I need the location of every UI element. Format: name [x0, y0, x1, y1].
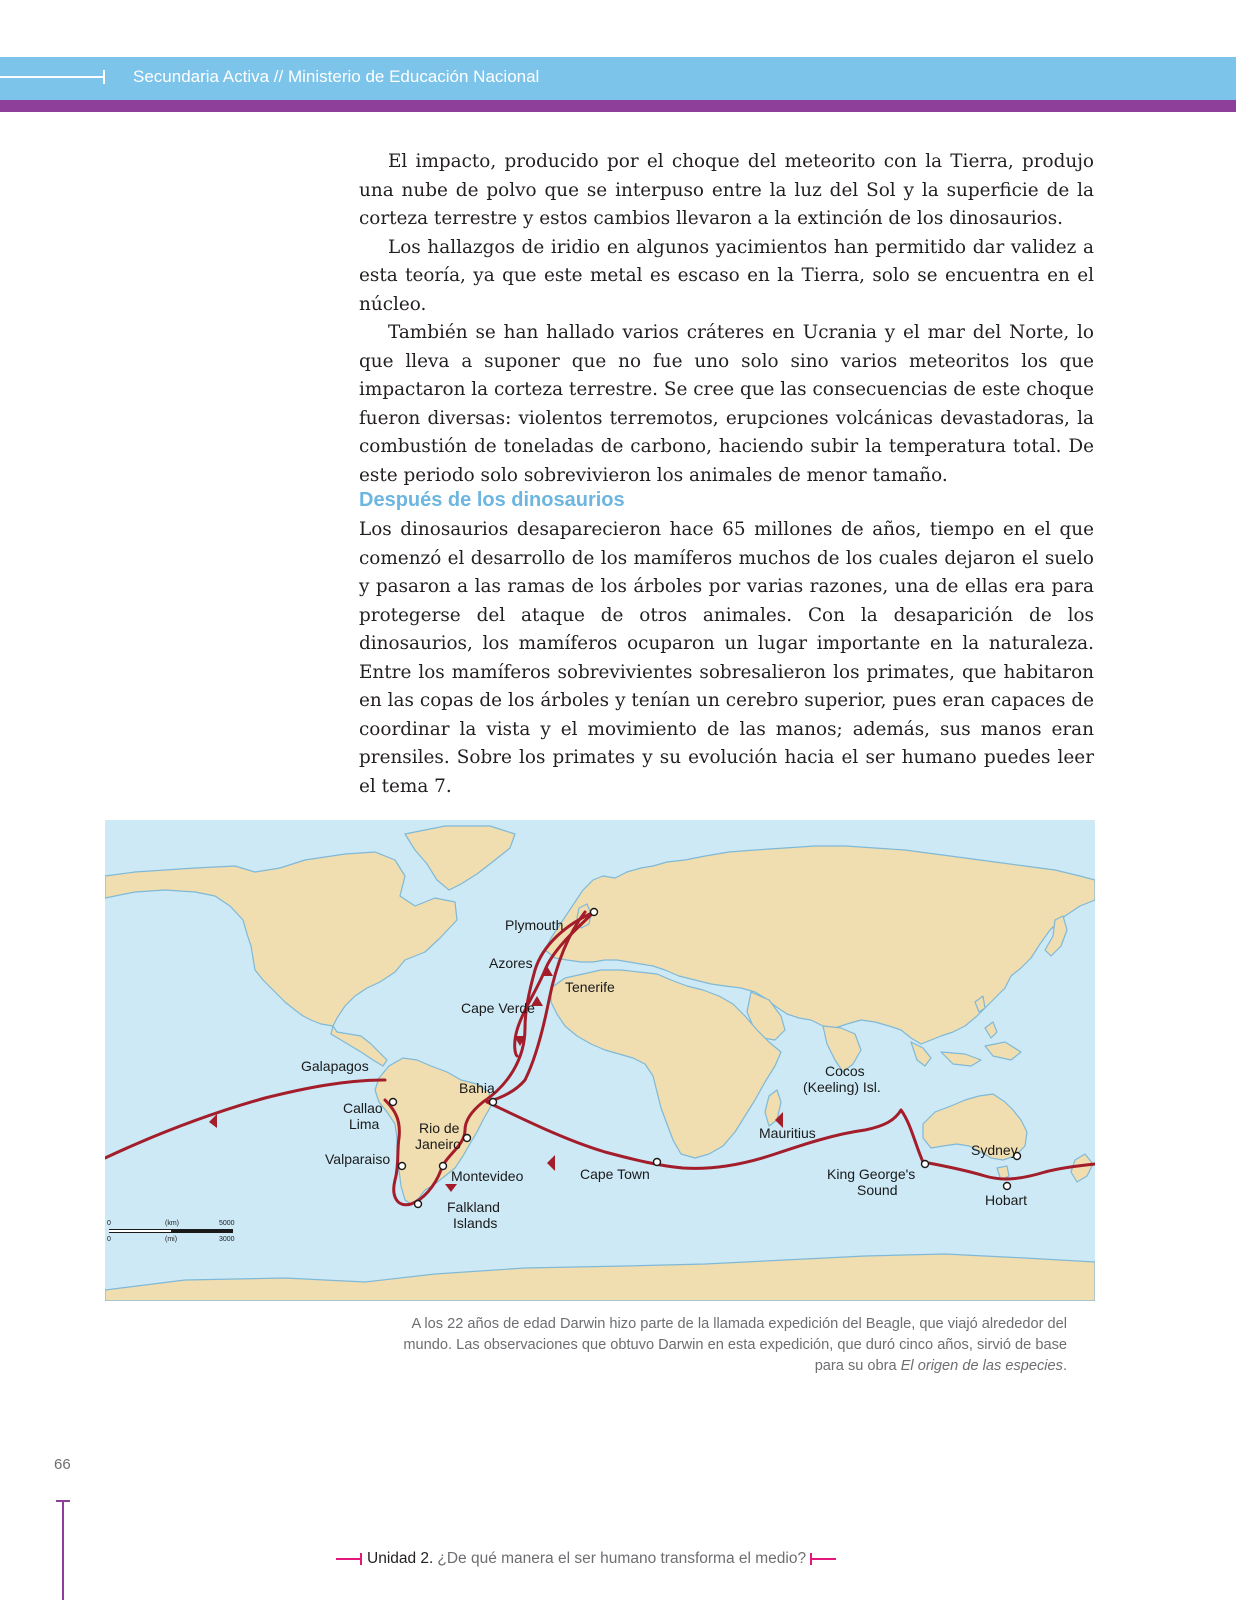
port-marker-valparaiso — [399, 1163, 406, 1170]
section-heading: Después de los dinosaurios — [359, 489, 625, 511]
port-marker-plymouth — [591, 909, 598, 916]
port-marker-callao — [390, 1099, 397, 1106]
scale-bar-segment — [109, 1230, 171, 1232]
label-cape-verde: Cape Verde — [461, 1000, 535, 1016]
label-king-george-line2: Sound — [857, 1182, 898, 1198]
port-marker-king-george — [922, 1161, 929, 1168]
label-sydney: Sydney — [971, 1142, 1018, 1158]
label-cocos-line1: Cocos — [825, 1063, 865, 1079]
label-falkland-line1: Falkland — [447, 1199, 500, 1215]
label-king-george-line1: King George's — [827, 1166, 916, 1182]
caption-text: A los 22 años de edad Darwin hizo parte de la llamada expedición del Beagle, que viajó alrededor del mundo. Las observaciones que obtuvo Darwin en esta expedición, que duró cinco años, sirvió de base para su obra — [403, 1316, 1067, 1374]
label-cocos-line2: (Keeling) Isl. — [803, 1079, 881, 1095]
label-rio-line2: Janeiro — [415, 1136, 461, 1152]
beagle-voyage-map — [105, 820, 1095, 1301]
label-montevideo: Montevideo — [451, 1168, 524, 1184]
port-marker-rio — [464, 1135, 471, 1142]
label-callao: Callao — [343, 1100, 383, 1116]
label-lima: Lima — [349, 1116, 380, 1132]
footer-dash-right — [810, 1558, 836, 1560]
intro-text — [359, 148, 1094, 490]
header-tick — [103, 70, 105, 84]
label-plymouth: Plymouth — [505, 917, 564, 933]
port-marker-cape-town — [654, 1159, 661, 1166]
intro-paragraph: Los hallazgos de iridio en algunos yacimientos han permitido dar validez a esta teoría, ya que este metal es escaso en la Tierra, solo se encuentra en el núcleo. — [359, 236, 1094, 315]
label-valparaiso: Valparaiso — [325, 1151, 391, 1167]
scale-km-unit: (km) — [165, 1220, 179, 1227]
footer — [336, 1550, 836, 1568]
side-tick — [56, 1500, 70, 1502]
scale-mi-unit: (mi) — [165, 1236, 178, 1243]
caption-end: . — [1062, 1358, 1067, 1374]
label-rio-line1: Rio de — [419, 1120, 460, 1136]
port-marker-hobart — [1004, 1183, 1011, 1190]
intro-paragraph: El impacto, producido por el choque del meteorito con la Tierra, produjo una nube de polvo que se interpuso entre la luz del Sol y la superficie de la corteza terrestre y estos cambios llevaron a la extinción de los dinosaurios. — [359, 151, 1094, 229]
scale-zero-km: 0 — [107, 1220, 111, 1227]
label-mauritius: Mauritius — [759, 1125, 816, 1141]
header-rule — [0, 100, 1236, 112]
footer-dash-left — [336, 1558, 362, 1560]
footer-unit: Unidad 2. — [367, 1550, 434, 1567]
header-title: Secundaria Activa // Ministerio de Educación Nacional — [133, 67, 540, 86]
label-tenerife: Tenerife — [565, 979, 615, 995]
label-azores: Azores — [489, 955, 533, 971]
page-number: 66 — [54, 1456, 71, 1473]
port-marker-falkland — [415, 1201, 422, 1208]
header-line — [0, 76, 104, 78]
scale-mi-max: 3000 — [219, 1236, 235, 1243]
label-bahia: Bahia — [459, 1080, 495, 1096]
footer-question: ¿De qué manera el ser humano transforma el medio? — [437, 1550, 807, 1567]
side-rule — [62, 1500, 64, 1600]
caption-book-title: El origen de las especies — [900, 1358, 1063, 1374]
label-hobart: Hobart — [985, 1192, 1028, 1208]
port-marker-montevideo — [440, 1163, 447, 1170]
map-caption — [380, 1314, 1067, 1377]
intro-paragraph: También se han hallado varios cráteres en Ucrania y el mar del Norte, lo que lleva a suponer que no fue uno solo sino varios meteoritos los que impactaron la corteza terrestre. Se cree que las consecuencias de este choque fueron diversas: violentos terremotos, erupciones volcánicas devastadoras, la combustión de toneladas de carbono, haciendo subir la temperatura total. De este periodo solo sobrevivieron los animales de menor tamaño. — [359, 322, 1094, 486]
scale-km-max: 5000 — [219, 1220, 235, 1227]
label-falkland-line2: Islands — [453, 1215, 498, 1231]
scale-zero-mi: 0 — [107, 1236, 111, 1243]
label-galapagos: Galapagos — [301, 1058, 369, 1074]
label-cape-town: Cape Town — [580, 1166, 650, 1182]
port-marker-bahia — [490, 1099, 497, 1106]
section-paragraph: Los dinosaurios desaparecieron hace 65 millones de años, tiempo en el que comenzó el desarrollo de los mamíferos muchos de los cuales dejaron el suelo y pasaron a las ramas de los árboles por varias razones, una de ellas era para protegerse del ataque de otros animales. Con la desaparición de los dinosaurios, los mamíferos ocuparon un lugar importante en la naturaleza. Entre los mamíferos sobrevivientes sobresalieron los primates, que habitaron en las copas de los árboles y tenían un cerebro superior, pues eran capaces de coordinar la vista y el movimiento de las manos; además, sus manos eran prensiles. Sobre los primates y su evolución hacia el ser humano puedes leer el tema 7. — [359, 519, 1094, 797]
section-text — [359, 516, 1094, 801]
